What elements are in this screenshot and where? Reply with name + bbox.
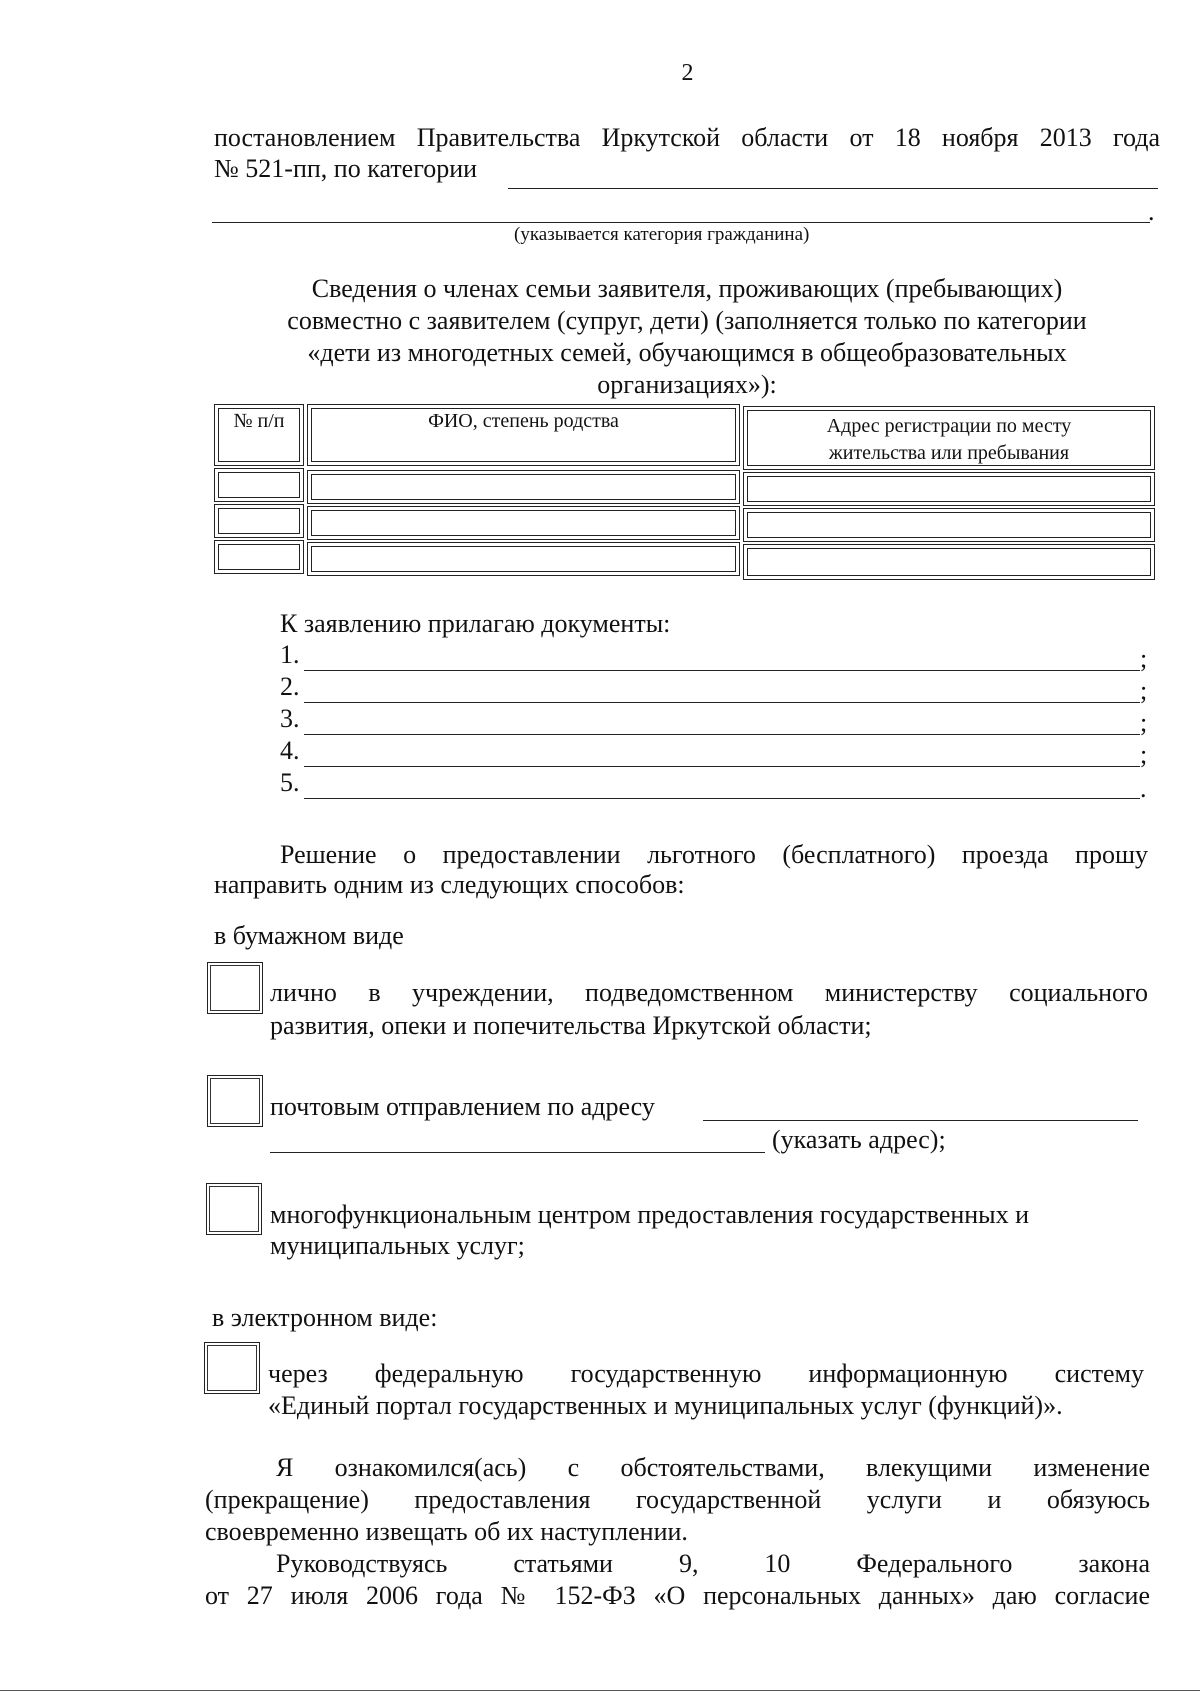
- intro-line-2: № 521-пп, по категории: [214, 154, 478, 183]
- category-field-line-1[interactable]: [508, 188, 1158, 189]
- option-post-line-1: почтовым отправлением по адресу: [270, 1092, 655, 1121]
- option-mfc-line-1: многофункциональным центром предоставления государственных и: [270, 1200, 1030, 1229]
- document-field-2[interactable]: [304, 702, 1140, 703]
- post-address-field-2[interactable]: [270, 1152, 765, 1153]
- table-header-address-label-2: жительства или пребывания: [828, 442, 1070, 464]
- document-num-1: 1.: [280, 640, 300, 669]
- electronic-heading: в электронном виде:: [212, 1303, 438, 1332]
- table-row-1-num[interactable]: [214, 468, 304, 502]
- checkbox-mfc[interactable]: [206, 1183, 262, 1235]
- document-end-2: ;: [1140, 676, 1148, 705]
- document-num-2: 2.: [280, 672, 300, 701]
- post-address-field-1[interactable]: [703, 1120, 1138, 1121]
- table-row-2-name[interactable]: [307, 506, 740, 540]
- document-field-5[interactable]: [304, 798, 1140, 799]
- document-field-3[interactable]: [304, 734, 1140, 735]
- option-in-person-line-2: развития, опеки и попечительства Иркутской области;: [270, 1011, 872, 1040]
- paper-heading: в бумажном виде: [214, 921, 404, 950]
- page-number: 2: [681, 60, 694, 86]
- document-end-4: ;: [1140, 740, 1148, 769]
- table-row-2-address[interactable]: [743, 508, 1155, 542]
- option-in-person-line-1: лично в учреждении, подведомственном министерству социального: [270, 978, 1148, 1007]
- intro-line-1: постановлением Правительства Иркутской области от 18 ноября 2013 года: [214, 123, 1160, 152]
- table-row-3-address[interactable]: [743, 544, 1155, 580]
- option-gosuslugi-line-2: «Единый портал государственных и муниципальных услуг (функций)».: [268, 1391, 1063, 1420]
- checkbox-gosuslugi[interactable]: [204, 1342, 260, 1394]
- decision-line-2: направить одним из следующих способов:: [214, 870, 685, 899]
- family-heading-line-4: организациях»):: [597, 370, 777, 399]
- option-gosuslugi-line-1: через федеральную государственную информационную систему: [268, 1359, 1144, 1388]
- acknowledgement-line-2: (прекращение) предоставления государственной услуги и обязуюсь: [205, 1485, 1150, 1514]
- document-field-1[interactable]: [304, 670, 1140, 671]
- table-row-3-name[interactable]: [307, 542, 740, 576]
- acknowledgement-line-3: своевременно извещать об их наступлении.: [205, 1517, 688, 1546]
- table-header-address-label-1: Адрес регистрации по месту: [826, 415, 1072, 437]
- checkbox-post[interactable]: [207, 1075, 263, 1127]
- document-num-5: 5.: [280, 768, 300, 797]
- table-row-2-num[interactable]: [214, 504, 304, 538]
- table-header-num-label: № п/п: [233, 410, 285, 432]
- document-num-4: 4.: [280, 736, 300, 765]
- document-end-3: ;: [1140, 708, 1148, 737]
- table-header-name-label: ФИО, степень родства: [428, 410, 619, 432]
- decision-line-1: Решение о предоставлении льготного (бесплатного) проезда прошу: [280, 840, 1148, 869]
- table-row-3-num[interactable]: [214, 540, 304, 574]
- table-row-1-address[interactable]: [743, 472, 1155, 506]
- consent-line-1: Руководствуясь статьями 9, 10 Федерального закона: [276, 1549, 1150, 1578]
- family-heading-line-2: совместно с заявителем (супруг, дети) (заполняется только по категории: [287, 306, 1087, 335]
- family-heading-line-3: «дети из многодетных семей, обучающимся в общеобразовательных: [307, 338, 1067, 367]
- family-heading-line-1: Сведения о членах семьи заявителя, проживающих (пребывающих): [311, 274, 1063, 303]
- documents-heading: К заявлению прилагаю документы:: [280, 609, 671, 638]
- checkbox-in-person[interactable]: [207, 962, 263, 1014]
- document-end-5: .: [1140, 774, 1147, 803]
- category-field-line-2[interactable]: [212, 222, 1150, 223]
- option-mfc-line-2: муниципальных услуг;: [270, 1231, 525, 1260]
- document-field-4[interactable]: [304, 766, 1140, 767]
- table-row-1-name[interactable]: [307, 470, 740, 504]
- document-end-1: ;: [1140, 644, 1148, 673]
- category-hint: (указывается категория гражданина): [514, 224, 810, 245]
- option-post-line-2-suffix: (указать адрес);: [772, 1125, 946, 1154]
- category-end-mark: .: [1148, 197, 1155, 226]
- document-num-3: 3.: [280, 704, 300, 733]
- page-bottom-edge: [0, 1690, 1200, 1691]
- consent-line-2: от 27 июля 2006 года № 152-ФЗ «О персональных данных» даю согласие: [205, 1581, 1150, 1610]
- acknowledgement-line-1: Я ознакомился(ась) с обстоятельствами, влекущими изменение: [276, 1453, 1150, 1482]
